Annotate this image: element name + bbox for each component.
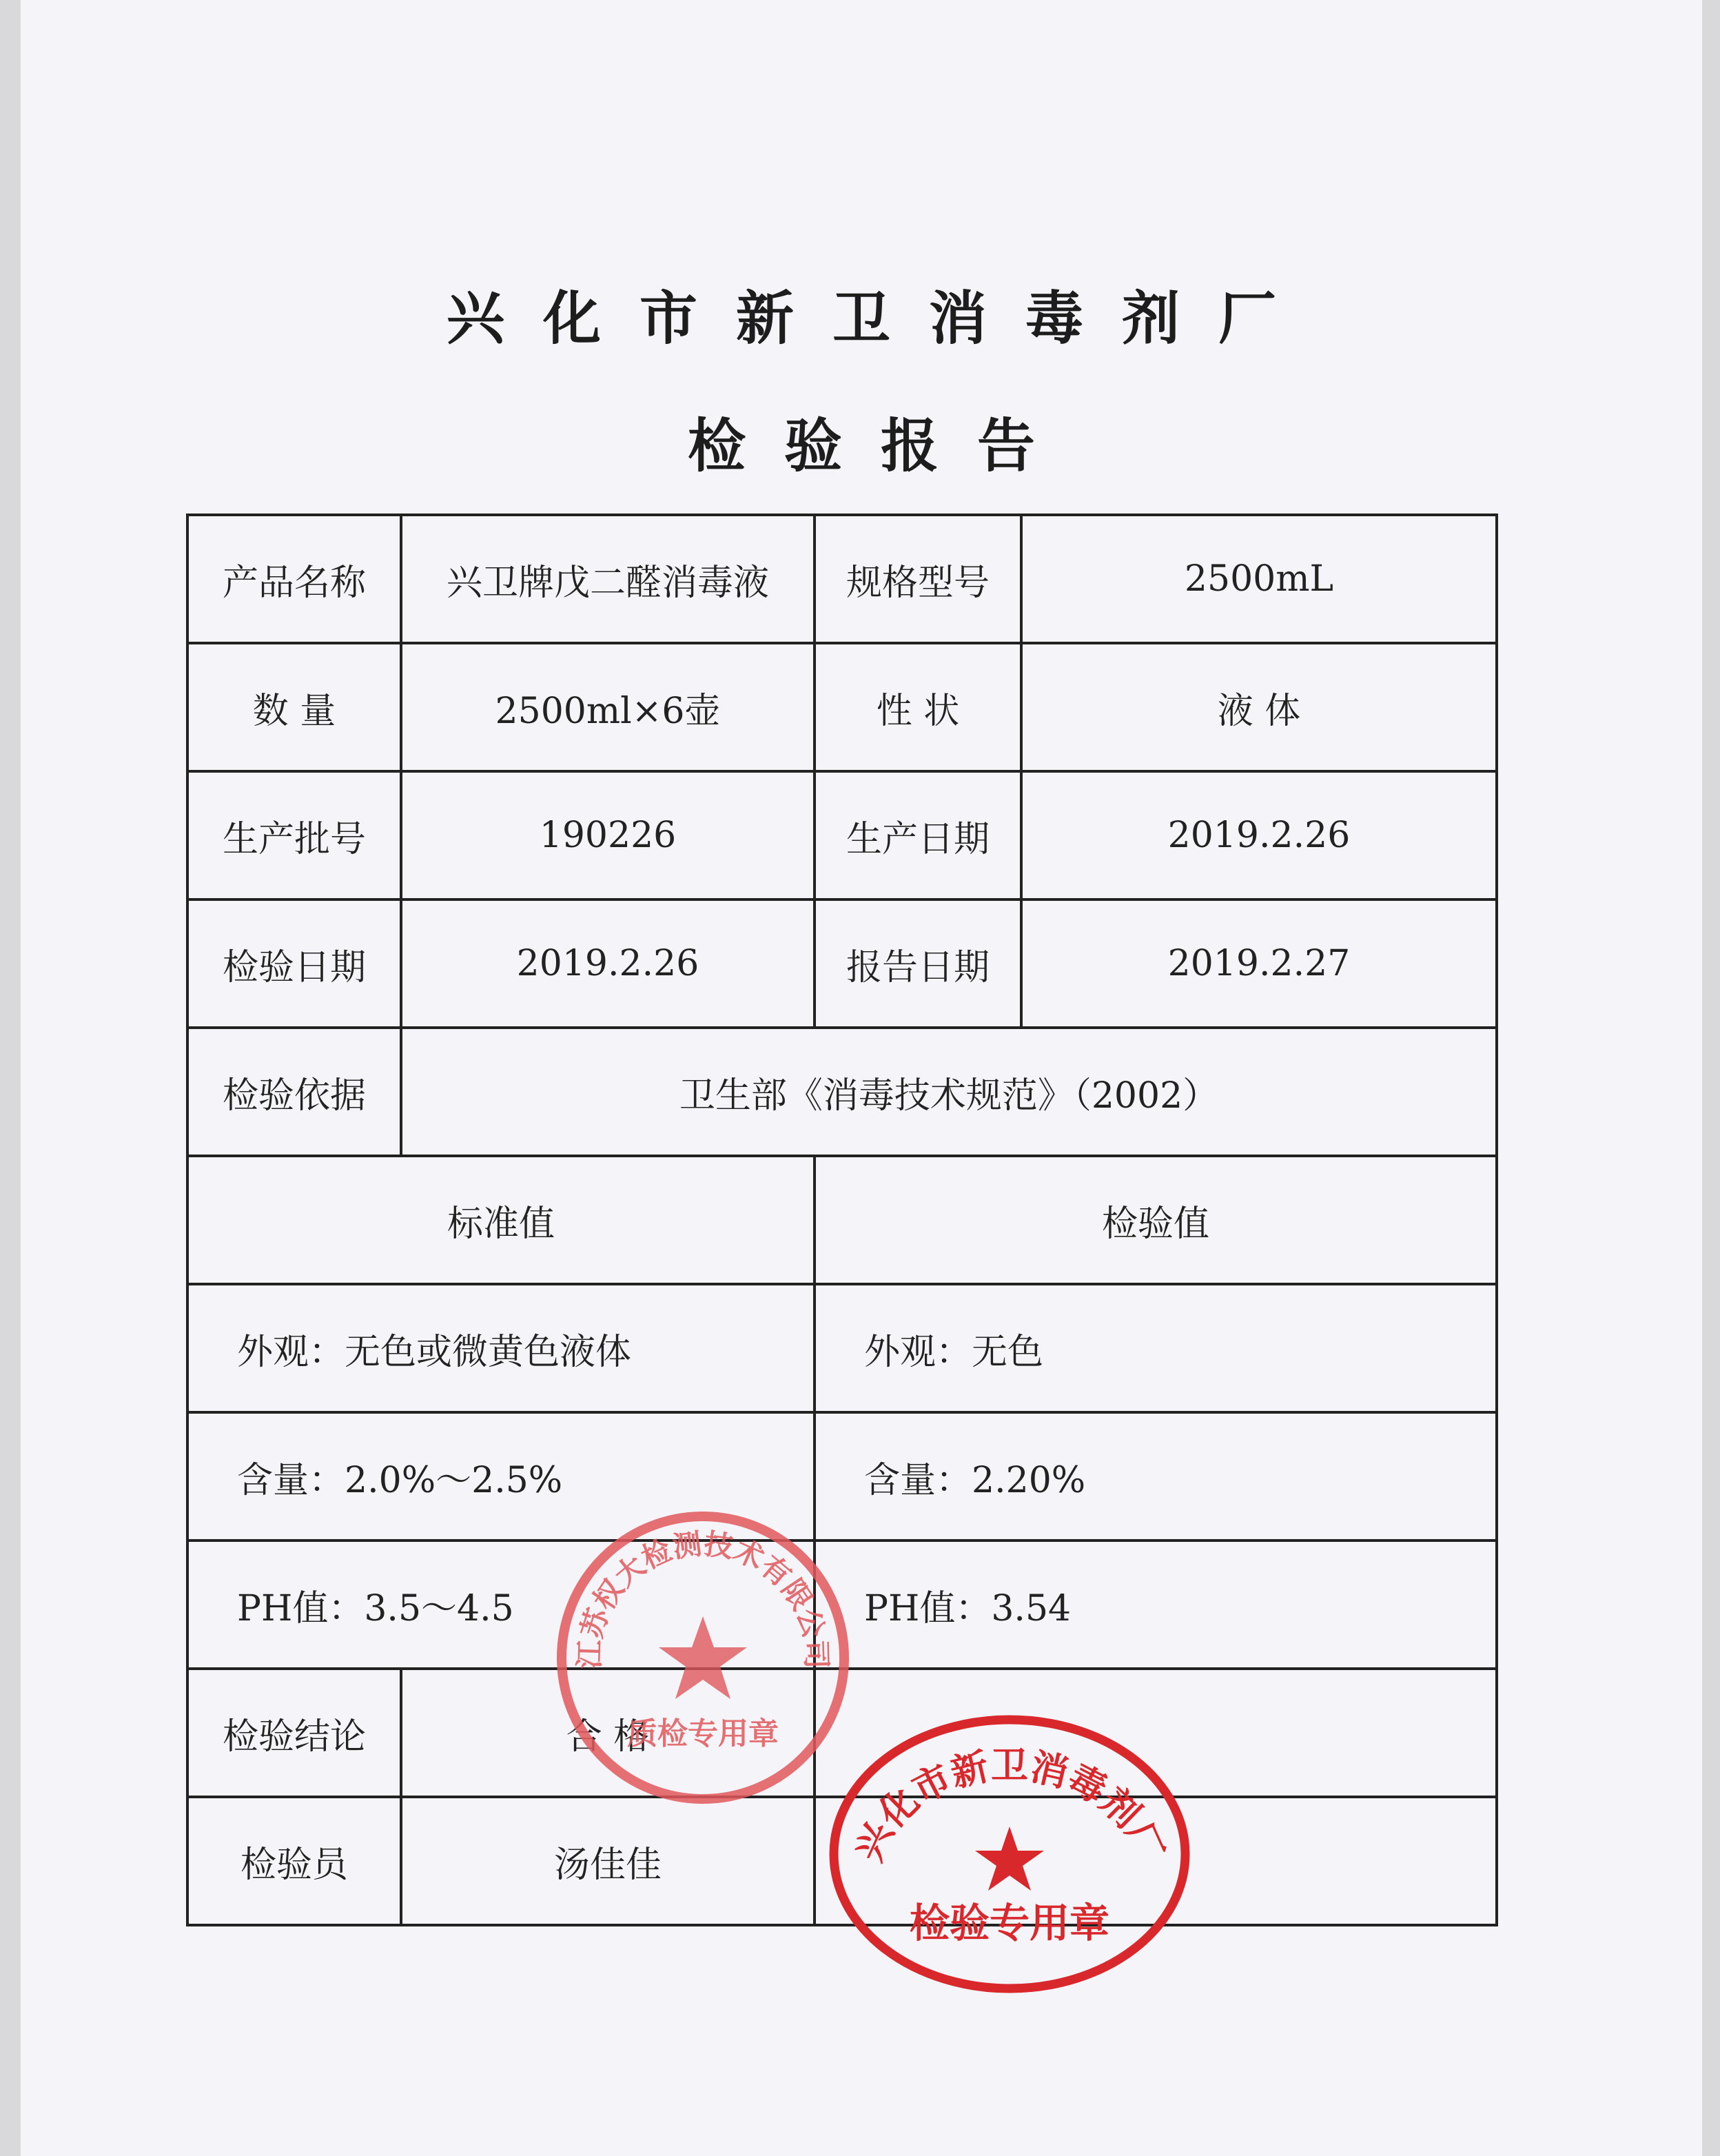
row-conclusion	[187, 1669, 1497, 1797]
factory-seal-bottom-text: 检验专用章	[909, 1900, 1110, 1946]
inspector-label: 检验员	[187, 1797, 401, 1925]
report-date-label: 报告日期	[815, 899, 1021, 1028]
inspection-date-label: 检验日期	[187, 899, 401, 1028]
testing-seal-inner-text: 质检专用章	[627, 1716, 779, 1751]
row-inspector	[187, 1797, 1497, 1925]
measured-content: 含量：2.20%	[815, 1412, 1497, 1540]
row-result-headers	[187, 1156, 1497, 1284]
property-value: 液 体	[1021, 643, 1497, 771]
batch-value: 190226	[401, 771, 815, 899]
factory-seal-arc-text: 兴化市新卫消毒剂厂	[847, 1744, 1172, 1868]
standard-appearance: 外观：无色或微黄色液体	[187, 1284, 815, 1412]
measured-ph: PH值：3.54	[815, 1540, 1497, 1669]
standard-value-header: 标准值	[187, 1156, 815, 1284]
report-title: 检验报告	[687, 412, 1074, 480]
result-row	[187, 1412, 1497, 1540]
conclusion-label: 检验结论	[187, 1669, 401, 1797]
result-row	[187, 1284, 1497, 1412]
report-date-value: 2019.2.27	[1021, 899, 1497, 1028]
row-quantity	[187, 643, 1497, 771]
inspection-date-value: 2019.2.26	[401, 899, 815, 1028]
quantity-label: 数 量	[187, 643, 401, 771]
measured-appearance: 外观：无色	[815, 1284, 1497, 1412]
standard-ph: PH值：3.5～4.5	[187, 1540, 815, 1669]
spec-value: 2500mL	[1021, 515, 1497, 643]
product-name-value: 兴卫牌戊二醛消毒液	[401, 515, 815, 643]
inspector-value: 汤佳佳	[401, 1797, 815, 1925]
inspector-blank	[815, 1797, 1497, 1925]
property-label: 性 状	[815, 643, 1021, 771]
spec-label: 规格型号	[815, 515, 1021, 643]
row-basis	[187, 1028, 1497, 1156]
production-date-value: 2019.2.26	[1021, 771, 1497, 899]
result-row	[187, 1540, 1497, 1669]
product-name-label: 产品名称	[187, 515, 401, 643]
row-batch	[187, 771, 1497, 899]
conclusion-blank	[815, 1669, 1497, 1797]
row-product	[187, 515, 1497, 643]
company-name: 兴化市新卫消毒剂厂	[446, 285, 1315, 352]
quantity-value: 2500ml×6壶	[401, 643, 815, 771]
basis-label: 检验依据	[187, 1028, 401, 1156]
testing-seal-arc-text: 江苏权大检测技术有限公司	[572, 1526, 834, 1669]
basis-value: 卫生部《消毒技术规范》（2002）	[401, 1028, 1497, 1156]
report-table	[186, 513, 1498, 1926]
conclusion-value: 合 格	[401, 1669, 815, 1797]
row-dates	[187, 899, 1497, 1028]
standard-content: 含量：2.0%～2.5%	[187, 1412, 815, 1540]
batch-label: 生产批号	[187, 771, 401, 899]
measured-value-header: 检验值	[815, 1156, 1497, 1284]
production-date-label: 生产日期	[815, 771, 1021, 899]
